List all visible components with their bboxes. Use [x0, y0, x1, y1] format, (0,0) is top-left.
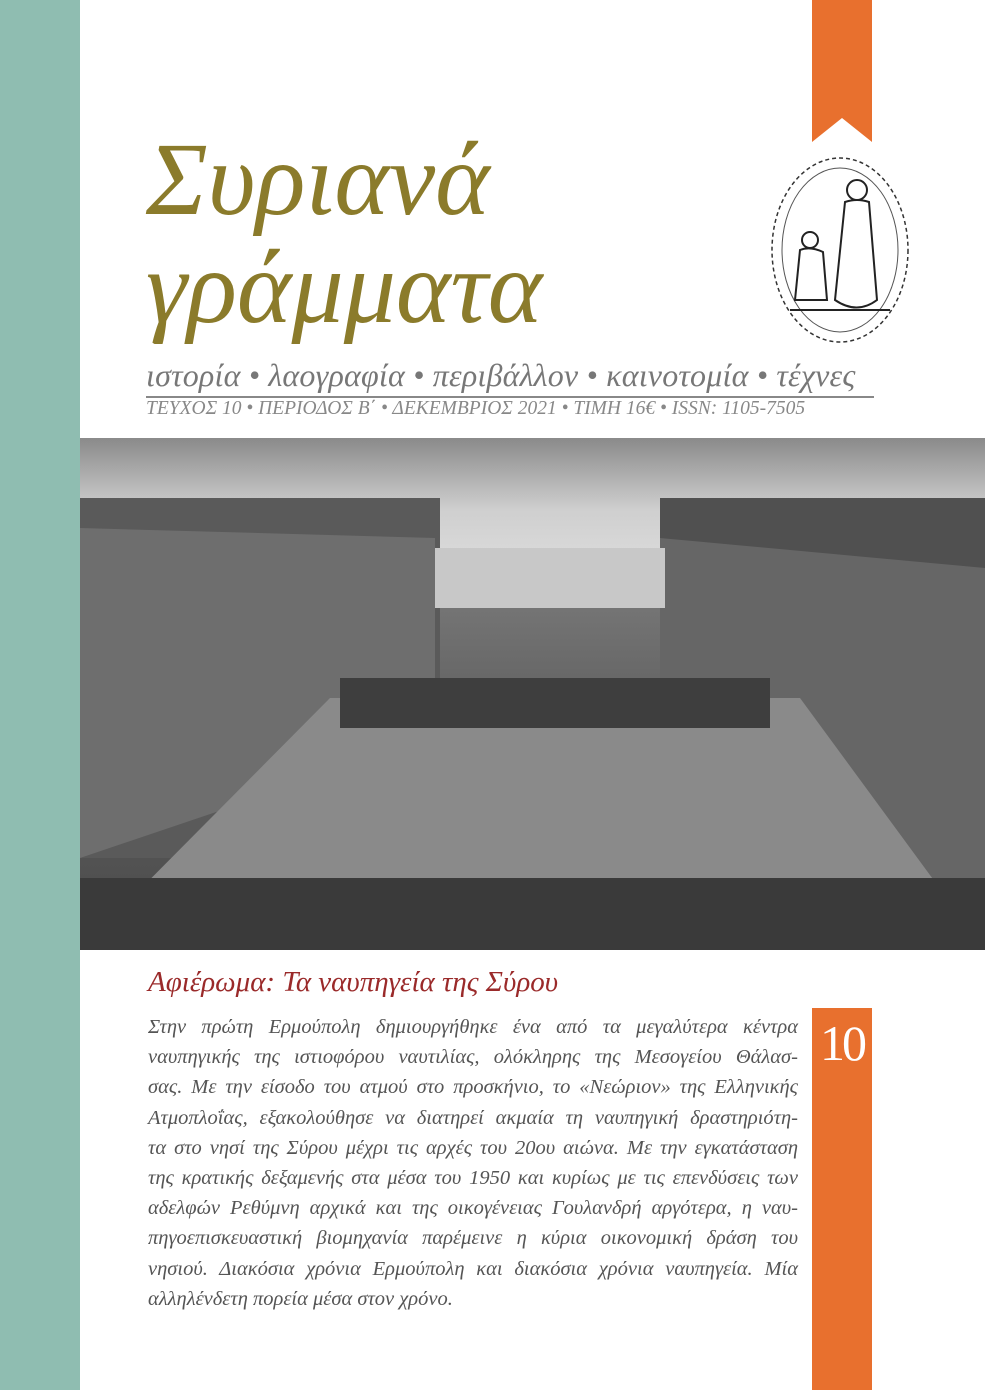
feature-line: αδελφών Ρεθύμνη αρχικά και της οικογένειας Γουλανδρή αργότερα, η ναυ- — [148, 1197, 798, 1220]
ribbon-notch — [812, 118, 872, 142]
feature-line: τα στο νησί της Σύρου μέχρι τις αρχές του 20ου αιώνα. Με την εγκατάσταση — [148, 1136, 798, 1159]
feature-line: της κρατικής δεξαμενής στα μέσα του 1950 και κυρίως με τις επενδύσεις των — [148, 1167, 798, 1190]
teal-side-band — [0, 0, 80, 1390]
subtitle-topics: ιστορία • λαογραφία • περιβάλλον • καινοτομία • τέχνες — [146, 357, 874, 398]
feature-line: νησιού. Διακόσια χρόνια Ερμούπολη και διακόσια χρόνια ναυπηγεία. Μία — [148, 1257, 798, 1280]
issue-info: ΤΕΥΧΟΣ 10 • ΠΕΡΙΟΔΟΣ Β΄ • ΔΕΚΕΜΒΡΙΟΣ 2021 • ΤΙΜΗ 16€ • ISSN: 1105-7505 — [146, 398, 806, 419]
magazine-title-line2: γράμματα — [146, 230, 543, 345]
feature-line: αλληλένδετη πορεία μέσα στον χρόνο. — [148, 1287, 453, 1310]
feature-line: ναυπηγικής της ιστιοφόρου ναυτιλίας, ολόκληρης της Μεσογείου Θάλασ- — [148, 1046, 798, 1069]
feature-heading: Αφιέρωμα: Τα ναυπηγεία της Σύρου — [148, 966, 559, 998]
feature-line: σας. Με την είσοδο του ατμού στο προσκήνιο, το «Νεώριον» της Ελληνικής — [148, 1076, 798, 1099]
feature-line: Ατμοπλοΐας, εξακολούθησε να διατηρεί ακμαία τη ναυπηγική δραστηριότη- — [148, 1106, 798, 1129]
cover-photo-shipyard — [80, 438, 985, 950]
magazine-title-line1: Συριανά — [146, 122, 490, 237]
issue-number: 10 — [820, 1015, 864, 1071]
emblem-icon — [765, 150, 915, 350]
feature-line: πηγοεπισκευαστική βιομηχανία παρέμεινε η κύρια οικονομική δράση του — [148, 1227, 798, 1250]
feature-text — [148, 1012, 798, 1314]
feature-line: Στην πρώτη Ερμούπολη δημιουργήθηκε ένα από τα μεγαλύτερα κέντρα — [148, 1016, 798, 1038]
